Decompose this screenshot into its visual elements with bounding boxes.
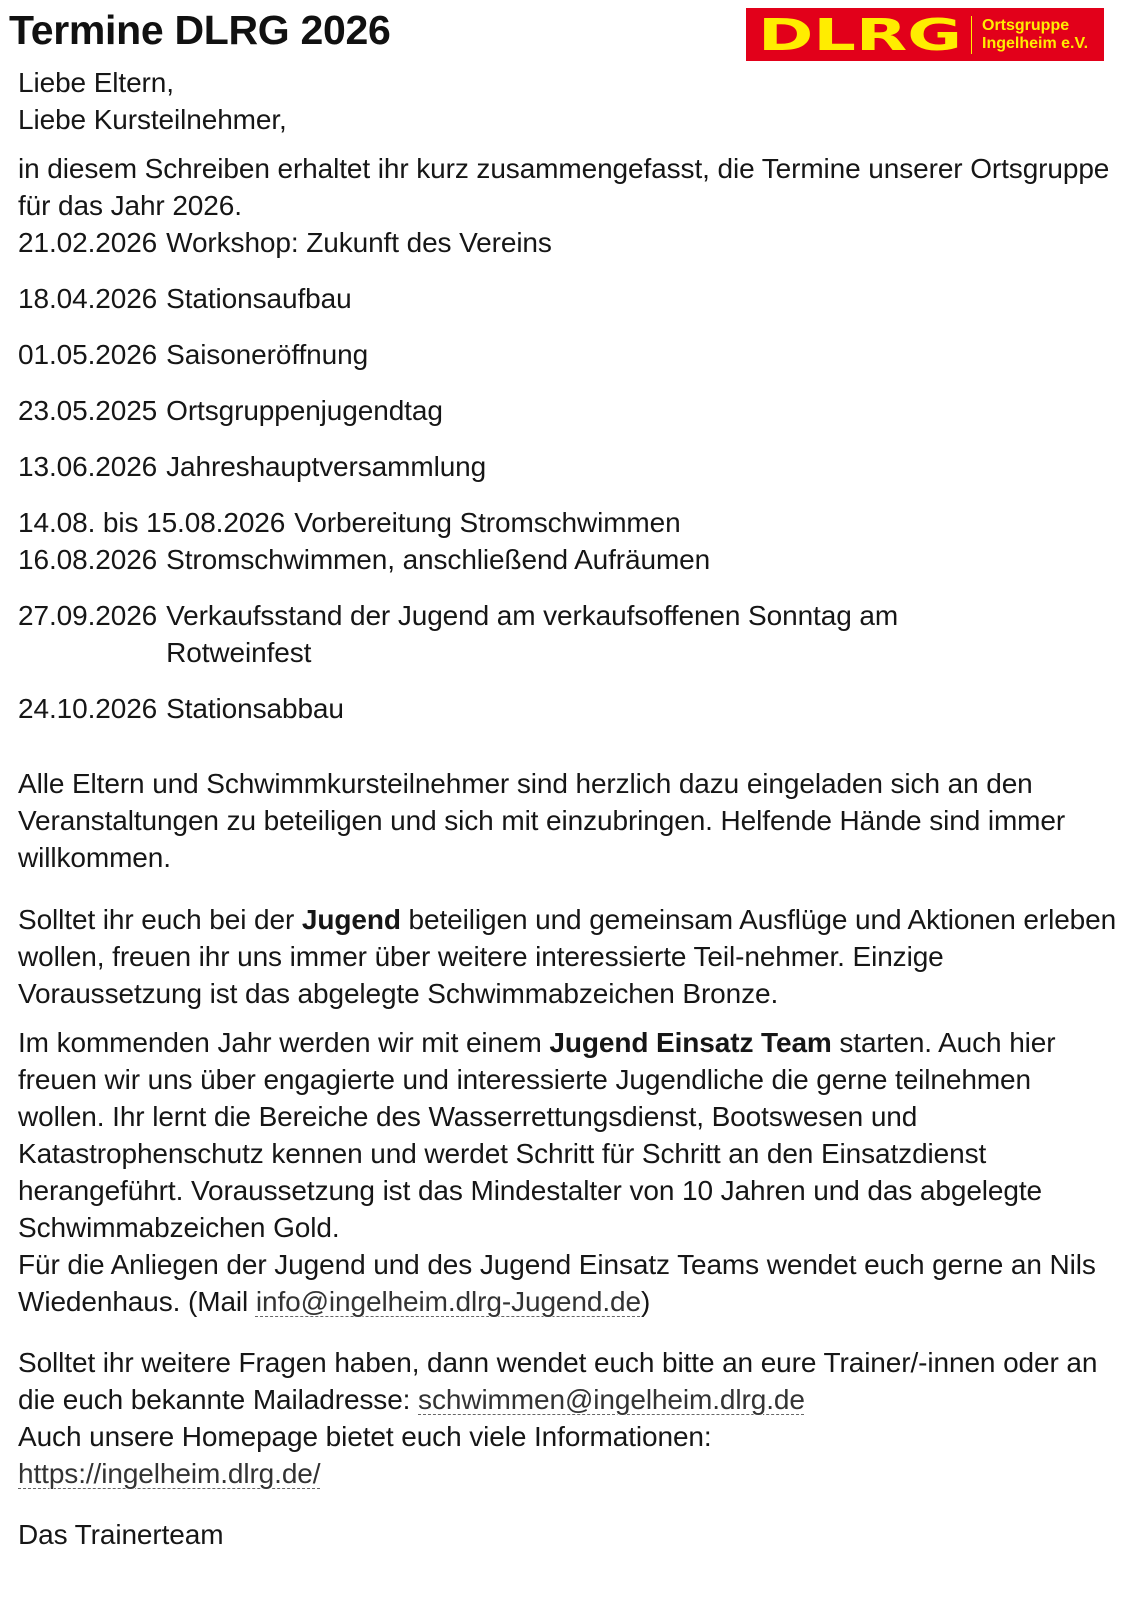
event-date: 13.06.2026 bbox=[18, 451, 158, 482]
dlrg-wordmark-icon bbox=[757, 16, 963, 54]
event-description: Ortsgruppenjugendtag bbox=[166, 395, 443, 426]
event-date: 27.09.2026 bbox=[18, 600, 158, 631]
greeting bbox=[18, 64, 1118, 138]
event-item bbox=[18, 597, 1118, 671]
questions-paragraph bbox=[18, 1344, 1118, 1492]
jugend-email-link[interactable]: info@ingelheim.dlrg-Jugend.de bbox=[255, 1286, 641, 1317]
team-contact-text: Für die Anliegen der Jugend und des Jugend Einsatz Teams wendet euch gerne an Nils Wiedenhaus. (Mail bbox=[18, 1249, 1096, 1317]
event-description: Jahreshauptversammlung bbox=[166, 451, 487, 482]
team-contact-close: ) bbox=[640, 1286, 651, 1317]
event-description: Verkaufsstand der Jugend am verkaufsoffenen Sonntag am Rotweinfest bbox=[166, 600, 899, 668]
team-text-before: Im kommenden Jahr werden wir mit einem bbox=[18, 1027, 550, 1058]
logo-line-2: Ingelheim e.V. bbox=[982, 34, 1089, 52]
event-date: 21.02.2026 bbox=[18, 227, 158, 258]
logo-subtitle bbox=[982, 17, 1088, 53]
signature: Das Trainerteam bbox=[18, 1519, 224, 1550]
page-title: Termine DLRG 2026 bbox=[9, 7, 391, 53]
team-bold: Jugend Einsatz Team bbox=[549, 1027, 832, 1058]
event-description: Vorbereitung Stromschwimmen bbox=[294, 507, 681, 538]
event-description: Workshop: Zukunft des Vereins bbox=[166, 227, 552, 258]
letter-body bbox=[18, 64, 1118, 1553]
event-description: Saisoneröffnung bbox=[166, 339, 369, 370]
questions-text: Solltet ihr weitere Fragen haben, dann wendet euch bitte an eure Trainer/-innen oder an die euch bekannte Mailadresse: bbox=[18, 1347, 1098, 1415]
logo-divider bbox=[971, 16, 972, 54]
dlrg-logo bbox=[746, 8, 1104, 61]
intro-paragraph: in diesem Schreiben erhaltet ihr kurz zusammengefasst, die Termine unserer Ortsgruppe für das Jahr 2026. bbox=[18, 153, 1110, 221]
jugend-bold: Jugend bbox=[301, 904, 401, 935]
greeting-line-1: Liebe Eltern, bbox=[18, 67, 174, 98]
event-item bbox=[18, 280, 1118, 317]
team-text-after: starten. Auch hier freuen wir uns über engagierte und interessierte Jugendliche die gerne teilnehmen wollen. Ihr lernt die Bereiche des Wasserrettungsdienst, Bootswesen und Katastrophenschutz kennen und werdet Schritt für Schritt an den Einsatzdienst herangeführt. Voraussetzung ist das Mindestalter von 10 Jahren und das abgelegte Schwimmabzeichen Gold. bbox=[18, 1027, 1056, 1243]
homepage-text: Auch unsere Homepage bietet euch viele Informationen: bbox=[18, 1421, 712, 1452]
schwimmen-email-link[interactable]: schwimmen@ingelheim.dlrg.de bbox=[418, 1384, 805, 1415]
event-item bbox=[18, 392, 1118, 429]
event-date: 24.10.2026 bbox=[18, 693, 158, 724]
invite-paragraph: Alle Eltern und Schwimmkursteilnehmer sind herzlich dazu eingeladen sich an den Veranstaltungen zu beteiligen und sich mit einzubringen. Helfende Hände sind immer willkommen. bbox=[18, 768, 1066, 873]
event-date: 01.05.2026 bbox=[18, 339, 158, 370]
event-description: Stromschwimmen, anschließend Aufräumen bbox=[166, 544, 711, 575]
event-item bbox=[18, 448, 1118, 485]
jugend-text-after: beteiligen und gemeinsam Ausflüge und Aktionen erleben wollen, freuen ihr uns immer über weitere interessierte Teil-nehmer. Einzige Voraussetzung ist das abgelegte Schwimmabzeichen Bronze. bbox=[18, 904, 1117, 1009]
logo-line-1: Ortsgruppe bbox=[982, 16, 1070, 34]
jugend-paragraph bbox=[18, 901, 1118, 1012]
event-item bbox=[18, 336, 1118, 373]
logo-word: DLRG bbox=[758, 15, 962, 54]
homepage-link[interactable]: https://ingelheim.dlrg.de/ bbox=[18, 1458, 321, 1489]
greeting-line-2: Liebe Kursteilnehmer, bbox=[18, 104, 287, 135]
event-description: Stationsabbau bbox=[166, 693, 344, 724]
event-date: 18.04.2026 bbox=[18, 283, 158, 314]
team-paragraph bbox=[18, 1024, 1118, 1320]
event-item bbox=[18, 690, 1118, 727]
event-item bbox=[18, 224, 1118, 261]
event-date: 23.05.2025 bbox=[18, 395, 158, 426]
event-date: 14.08. bis 15.08.2026 bbox=[18, 507, 286, 538]
event-item bbox=[18, 541, 1118, 578]
event-item bbox=[18, 504, 1118, 541]
event-date: 16.08.2026 bbox=[18, 544, 158, 575]
jugend-text-before: Solltet ihr euch bei der bbox=[18, 904, 302, 935]
event-list bbox=[18, 224, 1118, 727]
event-description: Stationsaufbau bbox=[166, 283, 352, 314]
